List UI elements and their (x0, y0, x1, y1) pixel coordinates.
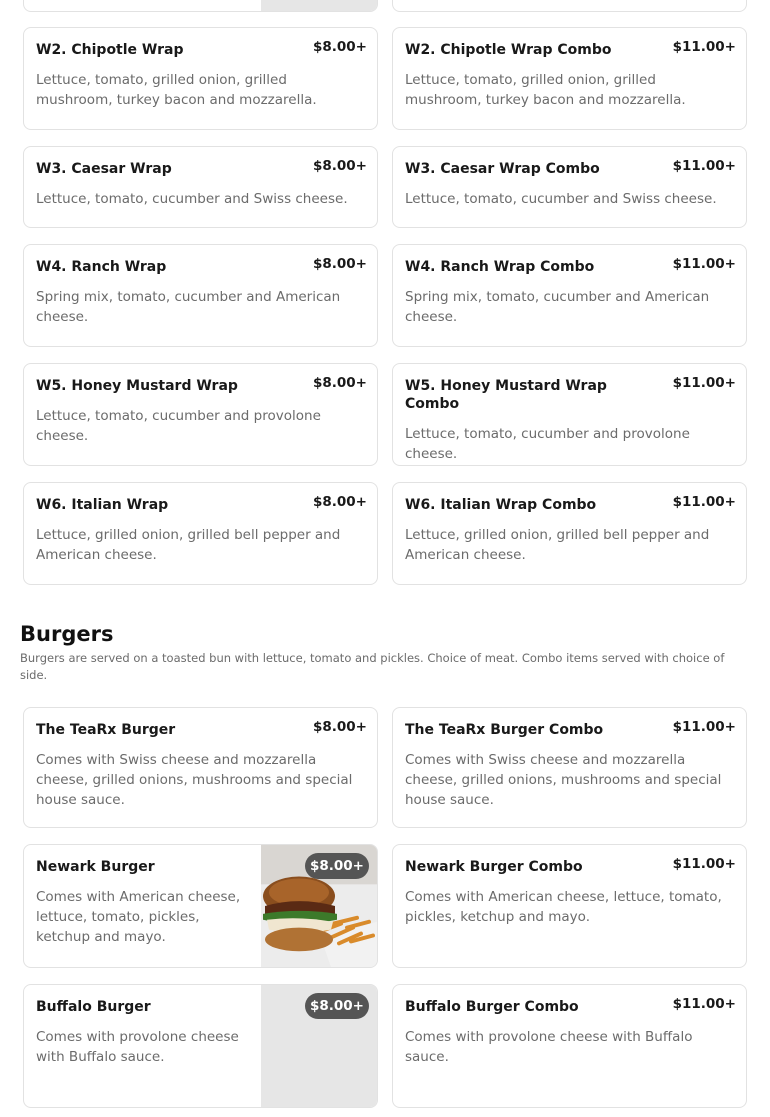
menu-item-card[interactable] (23, 244, 378, 347)
item-price: $11.00+ (672, 375, 736, 391)
item-description: Lettuce, tomato, grilled onion, grilled mushroom, turkey bacon and mozzarella. (36, 72, 317, 108)
menu-item-card[interactable] (392, 27, 747, 130)
item-name: W4. Ranch Wrap (36, 259, 167, 275)
item-price: $8.00+ (312, 494, 367, 510)
item-price: $11.00+ (672, 856, 736, 872)
item-price: $8.00+ (312, 39, 367, 55)
item-description: Comes with Swiss cheese and mozzarella cheese, grilled onions, mushrooms and special house sauce. (36, 752, 353, 808)
item-price: $8.00+ (312, 158, 367, 174)
item-name: W4. Ranch Wrap Combo (405, 259, 595, 275)
section-title-burgers: Burgers (20, 622, 114, 646)
menu-item-card[interactable] (23, 984, 378, 1108)
menu-item-card[interactable] (23, 363, 378, 466)
item-price: $8.00+ (312, 256, 367, 272)
item-price: $11.00+ (672, 719, 736, 735)
item-description: Lettuce, tomato, cucumber and Swiss cheese. (36, 191, 348, 207)
item-name: W6. Italian Wrap (36, 497, 169, 513)
menu-item-card[interactable] (392, 707, 747, 828)
menu-item-card[interactable] (392, 482, 747, 585)
item-name: W5. Honey Mustard Wrap (36, 378, 238, 394)
item-name: Buffalo Burger (36, 999, 151, 1015)
item-price: $8.00+ (312, 719, 367, 735)
item-description: Lettuce, tomato, grilled onion, grilled mushroom, turkey bacon and mozzarella. (405, 72, 686, 108)
menu-item-card[interactable] (392, 984, 747, 1108)
item-name: Buffalo Burger Combo (405, 999, 579, 1015)
item-description: Comes with American cheese, lettuce, tomato, pickles, ketchup and mayo. (36, 889, 241, 945)
item-name: Newark Burger (36, 859, 155, 875)
menu-item-card[interactable] (392, 146, 747, 228)
item-price-badge: $8.00+ (305, 853, 369, 879)
item-price: $8.00+ (312, 375, 367, 391)
item-price-badge: $8.00+ (305, 993, 369, 1019)
item-description: Lettuce, tomato, cucumber and Swiss cheese. (405, 191, 717, 207)
item-price: $11.00+ (672, 39, 736, 55)
menu-item-card[interactable] (23, 146, 378, 228)
item-name: W2. Chipotle Wrap Combo (405, 42, 612, 58)
menu-item-card[interactable] (23, 844, 378, 968)
item-description: Lettuce, grilled onion, grilled bell pepper and American cheese. (405, 527, 710, 563)
item-name: W2. Chipotle Wrap (36, 42, 184, 58)
menu-item-card[interactable] (23, 707, 378, 828)
item-description: Lettuce, tomato, cucumber and provolone cheese. (36, 408, 321, 444)
section-description: Burgers are served on a toasted bun with lettuce, tomato and pickles. Choice of meat. Combo items served with choice of side. (20, 651, 725, 682)
item-name: Newark Burger Combo (405, 859, 583, 875)
item-name: W3. Caesar Wrap Combo (405, 161, 600, 177)
item-description: Spring mix, tomato, cucumber and American cheese. (36, 289, 341, 325)
item-description: Comes with provolone cheese with Buffalo sauce. (405, 1029, 693, 1065)
item-price: $11.00+ (672, 996, 736, 1012)
item-description: Lettuce, tomato, cucumber and provolone cheese. (405, 426, 690, 462)
item-name: W5. Honey Mustard Wrap Combo (405, 378, 607, 412)
item-description: Spring mix, tomato, cucumber and American cheese. (405, 289, 710, 325)
menu-item-card[interactable] (392, 844, 747, 968)
item-name: The TeaRx Burger (36, 722, 176, 738)
item-name: The TeaRx Burger Combo (405, 722, 604, 738)
menu-item-card[interactable] (392, 0, 747, 12)
wraps-grid (23, 27, 747, 585)
item-name: W3. Caesar Wrap (36, 161, 172, 177)
menu-item-card[interactable] (23, 27, 378, 130)
item-description: Comes with Swiss cheese and mozzarella cheese, grilled onions, mushrooms and special house sauce. (405, 752, 722, 808)
item-price: $11.00+ (672, 256, 736, 272)
item-price: $11.00+ (672, 158, 736, 174)
item-description: Comes with American cheese, lettuce, tomato, pickles, ketchup and mayo. (405, 889, 722, 925)
item-price: $11.00+ (672, 494, 736, 510)
previous-row-stubs (23, 0, 747, 12)
burgers-grid (23, 707, 747, 1108)
item-description: Comes with provolone cheese with Buffalo sauce. (36, 1029, 239, 1065)
menu-item-card[interactable] (392, 244, 747, 347)
item-description: Lettuce, grilled onion, grilled bell pepper and American cheese. (36, 527, 341, 563)
item-name: W6. Italian Wrap Combo (405, 497, 597, 513)
item-image (261, 0, 377, 11)
menu-item-card[interactable] (23, 482, 378, 585)
menu-item-card[interactable] (392, 363, 747, 466)
menu-item-card[interactable] (23, 0, 378, 12)
